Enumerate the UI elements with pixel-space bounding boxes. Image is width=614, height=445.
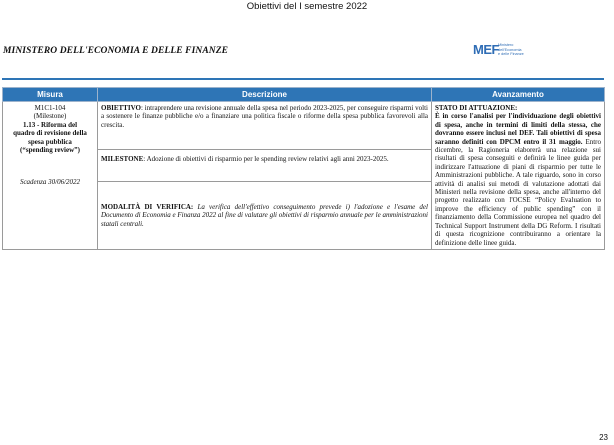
misura-code: M1C1-104	[34, 104, 66, 112]
header-divider	[2, 78, 604, 80]
mef-logo-line-3: e delle Finanze	[498, 52, 524, 57]
mef-logo	[473, 40, 533, 66]
mef-logo-line-2: dell'Economia	[498, 47, 522, 52]
table-header-row	[3, 88, 605, 102]
misura-title: 1.13 - Riforma del quadro di revisione della spesa pubblica (“spending review”)	[13, 120, 87, 155]
obiettivo-text: : intraprendere una revisione annuale della spesa nel periodo 2023-2025, per conseguire risparmi volti a sostenere le finanze pubbliche e/o a finanziare una politica fiscale o riforme della spesa pubblica favorevoli alla crescita.	[101, 104, 428, 129]
obiettivo-label: OBIETTIVO	[101, 104, 141, 112]
mef-logo-text	[498, 43, 534, 57]
mef-logo-mark: MEF	[473, 42, 499, 57]
column-header-misura: Misura	[3, 88, 98, 102]
verifica-text: La verifica dell'effettivo conseguimento prevede i) l'adozione e l'esame del Documento di Economia e Finanza 2022 al fine di valutare gli obiettivi di risparmio annuale per le amministrazioni statali centrali.	[101, 202, 428, 228]
measures-table	[2, 87, 605, 250]
verifica-label: MODALITÀ DI VERIFICA:	[101, 202, 194, 211]
page-title: Obiettivi del I semestre 2022	[246, 1, 368, 12]
verifica-cell	[98, 182, 432, 250]
milestone-cell	[98, 150, 432, 182]
mef-logo-line-1: Ministero	[498, 43, 514, 47]
table-row	[3, 102, 605, 150]
misura-cell	[3, 102, 98, 250]
avanzamento-bold-text: È in corso l'analisi per l'individuazione degli obiettivi di spesa, anche in termini di limiti della stessa, che dovranno essere inclusi nel DEF. Tali obiettivi di spesa saranno definiti con DPCM entro il 31 maggio.	[435, 112, 601, 146]
avanzamento-body-text: Entro dicembre, la Ragioneria elaborerà una relazione sui risultati di spesa conseguiti e definirà le linee guida per indirizzare l'attuazione di piani di risparmio per tutte le Amministrazioni pubbliche. A tale riguardo, sono in corso attività di analisi sui metodi di valutazione adottati dai Ministeri nella revisione della spesa, anche all'interno del progetto realizzato con l'OCSE “Policy Evaluation to improve the efficiency of public spending” con il finanziamento della Commissione europea nel quadro del Technical Support Instrument della DG Reform. I risultati di questa ricognizione contribuiranno a orientare la definizione delle linee guida.	[435, 137, 601, 247]
milestone-text: : Adozione di obiettivi di risparmio per le spending review relativi agli anni 2023-2025.	[143, 155, 389, 163]
ministry-heading: MINISTERO DELL'ECONOMIA E DELLE FINANZE	[3, 46, 229, 56]
avanzamento-heading: STATO DI ATTUAZIONE:	[435, 104, 518, 112]
milestone-label: MILESTONE	[101, 155, 144, 163]
obiettivo-cell	[98, 102, 432, 150]
misura-deadline: Scadenza 30/06/2022	[19, 178, 81, 187]
page-number: 23	[599, 433, 608, 442]
column-header-descrizione: Descrizione	[98, 88, 432, 102]
column-header-avanzamento: Avanzamento	[432, 88, 605, 102]
avanzamento-cell	[432, 102, 605, 250]
misura-type: (Milestone)	[33, 112, 67, 121]
